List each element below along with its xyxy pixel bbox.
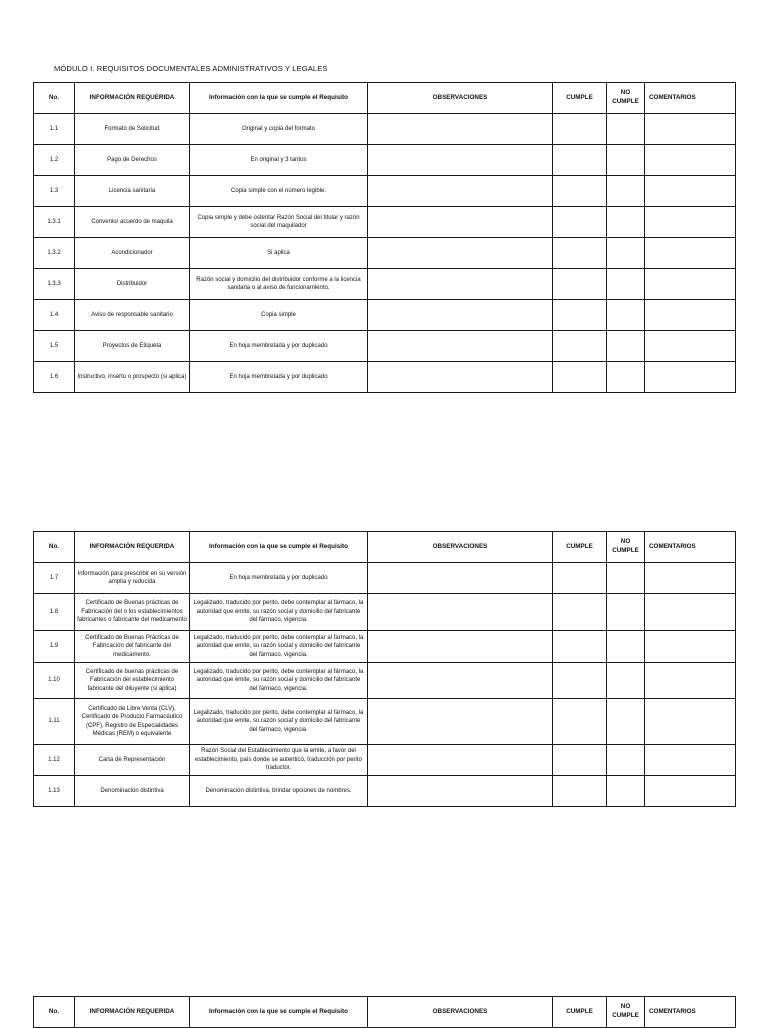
cell-no-cumple[interactable] <box>607 300 645 331</box>
table-row <box>34 331 736 362</box>
cell-cumple[interactable] <box>553 269 607 300</box>
header-observaciones: OBSERVACIONES <box>368 532 553 563</box>
table-row <box>34 238 736 269</box>
header-no: No. <box>34 532 75 563</box>
cell-info: Información para prescribir en su versión amplia y reducida <box>75 563 190 594</box>
table-row <box>34 176 736 207</box>
cell-comentarios[interactable] <box>645 238 736 269</box>
module-title: MÓDULO I. REQUISITOS DOCUMENTALES ADMINISTRATIVOS Y LEGALES <box>54 64 328 73</box>
cell-no: 1.6 <box>34 362 75 393</box>
cell-no-cumple[interactable] <box>607 207 645 238</box>
cell-no-cumple[interactable] <box>607 663 645 699</box>
cell-info: Denominación distintiva <box>75 776 190 807</box>
header-observaciones: OBSERVACIONES <box>368 83 553 114</box>
cell-observaciones[interactable] <box>368 145 553 176</box>
cell-no-cumple[interactable] <box>607 776 645 807</box>
cell-requisito: Legalizado, traducido por perito, debe contemplar al fármaco, la autoridad que emite, su razón social y domicilio del fabricante del fármaco, vigencia. <box>190 663 368 699</box>
cell-info: Aviso de responsable sanitario <box>75 300 190 331</box>
requirements-table-3 <box>33 996 736 1028</box>
cell-observaciones[interactable] <box>368 663 553 699</box>
cell-requisito: En hoja membretada y por duplicado <box>190 331 368 362</box>
cell-no-cumple[interactable] <box>607 699 645 745</box>
cell-no-cumple[interactable] <box>607 269 645 300</box>
cell-no: 1.13 <box>34 776 75 807</box>
cell-comentarios[interactable] <box>645 145 736 176</box>
cell-observaciones[interactable] <box>368 176 553 207</box>
cell-requisito: Copia simple <box>190 300 368 331</box>
cell-requisito: Copia simple con el número legible. <box>190 176 368 207</box>
cell-cumple[interactable] <box>553 563 607 594</box>
cell-info: Distribuidor <box>75 269 190 300</box>
cell-no: 1.12 <box>34 745 75 776</box>
cell-requisito: Razón social y domicilio del distribuidor conforme a la licencia sanitaria o al aviso de funcionamiento. <box>190 269 368 300</box>
cell-cumple[interactable] <box>553 114 607 145</box>
cell-info: Convenio/ acuerdo de maquila <box>75 207 190 238</box>
cell-requisito: Legalizado, traducido por perito, debe contemplar al fármaco, la autoridad que emite, su razón social y domicilio del fabricante del fármaco, vigencia. <box>190 594 368 631</box>
cell-observaciones[interactable] <box>368 594 553 631</box>
cell-no: 1.1 <box>34 114 75 145</box>
table-row <box>34 745 736 776</box>
cell-no: 1.3 <box>34 176 75 207</box>
cell-no: 1.3.1 <box>34 207 75 238</box>
cell-cumple[interactable] <box>553 631 607 663</box>
cell-requisito: Legalizado, traducido por perito, debe contemplar al fármaco, la autoridad que emite, su razón social y domicilio del fabricante del fármaco, vigencia. <box>190 699 368 745</box>
cell-comentarios[interactable] <box>645 631 736 663</box>
requirements-table-1 <box>33 82 736 393</box>
cell-comentarios[interactable] <box>645 699 736 745</box>
cell-cumple[interactable] <box>553 699 607 745</box>
cell-info: Formato de Solicitud <box>75 114 190 145</box>
table-row <box>34 362 736 393</box>
table-row <box>34 776 736 807</box>
cell-comentarios[interactable] <box>645 594 736 631</box>
cell-no: 1.2 <box>34 145 75 176</box>
cell-info: Carta de Representación <box>75 745 190 776</box>
table-row <box>34 114 736 145</box>
cell-no: 1.3.2 <box>34 238 75 269</box>
cell-comentarios[interactable] <box>645 176 736 207</box>
table-row <box>34 145 736 176</box>
table-row <box>34 300 736 331</box>
cell-no: 1.10 <box>34 663 75 699</box>
table-row <box>34 563 736 594</box>
cell-info: Certificado de Buenas prácticas de Fabricación del o los establecimientos fabricantes o fabricante del medicamento <box>75 594 190 631</box>
cell-no-cumple[interactable] <box>607 594 645 631</box>
cell-cumple[interactable] <box>553 238 607 269</box>
cell-observaciones[interactable] <box>368 238 553 269</box>
header-info: INFORMACIÓN REQUERIDA <box>75 532 190 563</box>
cell-requisito: Si aplica <box>190 238 368 269</box>
cell-no: 1.9 <box>34 631 75 663</box>
cell-comentarios[interactable] <box>645 269 736 300</box>
requirements-table-2 <box>33 531 736 807</box>
cell-comentarios[interactable] <box>645 300 736 331</box>
cell-no-cumple[interactable] <box>607 745 645 776</box>
table-row <box>34 699 736 745</box>
header-requisito: Información con la que se cumple el Requisito <box>190 532 368 563</box>
cell-requisito: En hoja membretada y por duplicado <box>190 563 368 594</box>
cell-requisito: Original y copia del formato <box>190 114 368 145</box>
cell-observaciones[interactable] <box>368 269 553 300</box>
cell-info: Certificado de Buenas Prácticas de Fabricación del fabricante del medicamento. <box>75 631 190 663</box>
header-comentarios: COMENTARIOS <box>645 997 736 1028</box>
header-no: No. <box>34 83 75 114</box>
cell-requisito: Denominación distintiva, brindar opciones de nombres. <box>190 776 368 807</box>
cell-comentarios[interactable] <box>645 776 736 807</box>
cell-comentarios[interactable] <box>645 114 736 145</box>
cell-info: Acondicionador <box>75 238 190 269</box>
cell-observaciones[interactable] <box>368 563 553 594</box>
cell-observaciones[interactable] <box>368 300 553 331</box>
cell-info: Instructivo, inserto o prospecto (si aplica) <box>75 362 190 393</box>
cell-no-cumple[interactable] <box>607 563 645 594</box>
cell-no-cumple[interactable] <box>607 631 645 663</box>
cell-cumple[interactable] <box>553 663 607 699</box>
header-info: INFORMACIÓN REQUERIDA <box>75 997 190 1028</box>
cell-no: 1.3.3 <box>34 269 75 300</box>
header-no-cumple: NO CUMPLE <box>607 532 645 563</box>
table-row <box>34 207 736 238</box>
cell-requisito: En hoja membretada y por duplicado <box>190 362 368 393</box>
cell-cumple[interactable] <box>553 594 607 631</box>
cell-comentarios[interactable] <box>645 362 736 393</box>
cell-no: 1.5 <box>34 331 75 362</box>
header-comentarios: COMENTARIOS <box>645 83 736 114</box>
table-header-row <box>34 83 736 114</box>
cell-observaciones[interactable] <box>368 114 553 145</box>
cell-cumple[interactable] <box>553 745 607 776</box>
cell-no-cumple[interactable] <box>607 145 645 176</box>
cell-no: 1.8 <box>34 594 75 631</box>
header-requisito: Información con la que se cumple el Requisito <box>190 997 368 1028</box>
header-no-cumple: NO CUMPLE <box>607 83 645 114</box>
cell-info: Pago de Derechos <box>75 145 190 176</box>
cell-requisito: Legalizado, traducido por perito, debe contemplar al fármaco, la autoridad que emite, su razón social y domicilio del fabricante del fármaco, vigencia. <box>190 631 368 663</box>
cell-no-cumple[interactable] <box>607 176 645 207</box>
table-row <box>34 631 736 663</box>
cell-comentarios[interactable] <box>645 745 736 776</box>
cell-cumple[interactable] <box>553 145 607 176</box>
header-info: INFORMACIÓN REQUERIDA <box>75 83 190 114</box>
cell-info: Proyectos de Etiqueta <box>75 331 190 362</box>
cell-observaciones[interactable] <box>368 745 553 776</box>
cell-observaciones[interactable] <box>368 207 553 238</box>
cell-comentarios[interactable] <box>645 331 736 362</box>
cell-info: Certificado de Libre Venta (CLV), Certificado de Producto Farmacéutico (CPF), Registro de Especialidades Médicas (REM) o equivalente <box>75 699 190 745</box>
header-comentarios: COMENTARIOS <box>645 532 736 563</box>
cell-comentarios[interactable] <box>645 563 736 594</box>
cell-cumple[interactable] <box>553 176 607 207</box>
cell-info: Certificado de buenas prácticas de Fabricación del establecimiento fabricante del diluyente (si aplica) <box>75 663 190 699</box>
cell-requisito: Copia simple y debe ostentar Razón Social del titular y razón social del maquilador <box>190 207 368 238</box>
cell-no-cumple[interactable] <box>607 238 645 269</box>
cell-info: Licencia sanitaria <box>75 176 190 207</box>
cell-observaciones[interactable] <box>368 776 553 807</box>
header-cumple: CUMPLE <box>553 997 607 1028</box>
header-observaciones: OBSERVACIONES <box>368 997 553 1028</box>
cell-no: 1.11 <box>34 699 75 745</box>
cell-observaciones[interactable] <box>368 362 553 393</box>
header-requisito: Información con la que se cumple el Requisito <box>190 83 368 114</box>
header-cumple: CUMPLE <box>553 83 607 114</box>
cell-no-cumple[interactable] <box>607 331 645 362</box>
table-row <box>34 269 736 300</box>
cell-comentarios[interactable] <box>645 663 736 699</box>
cell-comentarios[interactable] <box>645 207 736 238</box>
cell-observaciones[interactable] <box>368 699 553 745</box>
cell-cumple[interactable] <box>553 776 607 807</box>
header-cumple: CUMPLE <box>553 532 607 563</box>
table-row <box>34 594 736 631</box>
cell-cumple[interactable] <box>553 207 607 238</box>
cell-cumple[interactable] <box>553 300 607 331</box>
table-header-row <box>34 997 736 1028</box>
header-no-cumple: NO CUMPLE <box>607 997 645 1028</box>
cell-observaciones[interactable] <box>368 631 553 663</box>
cell-cumple[interactable] <box>553 331 607 362</box>
cell-cumple[interactable] <box>553 362 607 393</box>
cell-no-cumple[interactable] <box>607 362 645 393</box>
header-no: No. <box>34 997 75 1028</box>
cell-no: 1.7 <box>34 563 75 594</box>
cell-requisito: En original y 3 tantos <box>190 145 368 176</box>
table-row <box>34 663 736 699</box>
cell-requisito: Razón Social del Establecimiento que la emite, a favor del establecimiento, país donde se autenticó, traducción por perito traductor. <box>190 745 368 776</box>
cell-no-cumple[interactable] <box>607 114 645 145</box>
cell-no: 1.4 <box>34 300 75 331</box>
table-header-row <box>34 532 736 563</box>
cell-observaciones[interactable] <box>368 331 553 362</box>
